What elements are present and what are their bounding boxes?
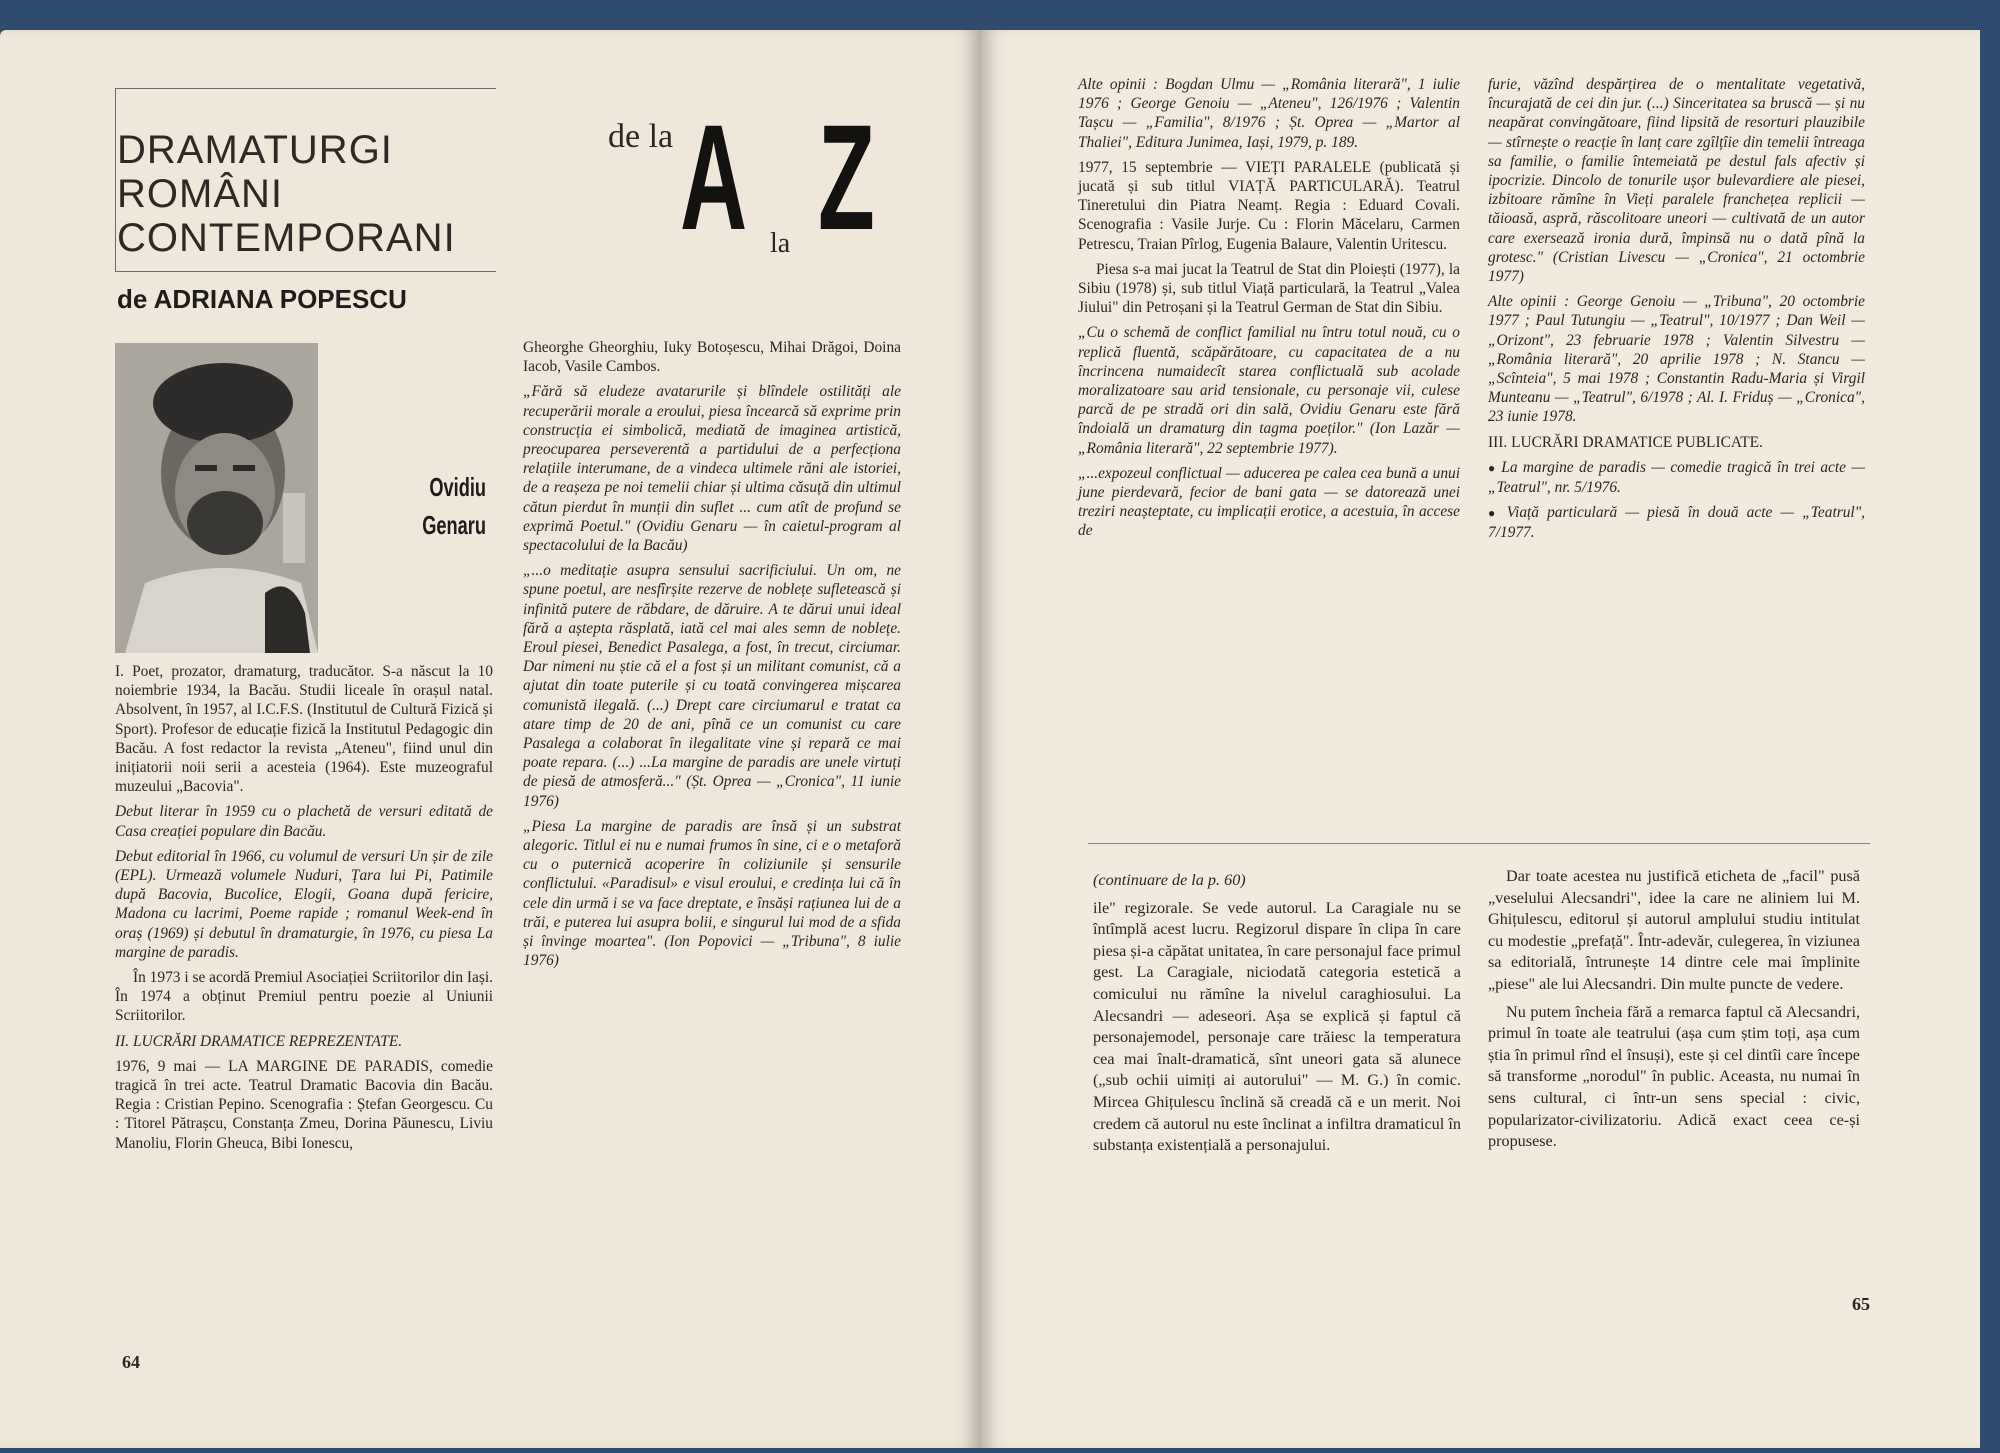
bio-paragraph: În 1973 i se acordă Premiul Asociației Scriitorilor din Iași. În 1974 a obținut Premiul pentru poezie al Uniunii Scriitorilor. <box>115 969 493 1025</box>
left-col-2 <box>523 338 901 977</box>
section-heading: II. LUCRĂRI DRAMATICE REPREZENTATE. <box>115 1032 403 1050</box>
text-paragraph: Dar toate acestea nu justifică eticheta de „facil" pusă „veselului Alecsandri", idee la care ne aliniem lui M. Ghițulescu, editorul și autorul amplului studiu intitulat cu modestie „prefață". Într-adevăr, culegerea, în viziunea sa editorială, întrunește 14 dintre cele mai împlinite „piese" ale lui Alecsandri. Din multe puncte de vedere. <box>1488 867 1860 993</box>
bio-paragraph: Debut literar în 1959 cu o plachetă de versuri editată de Casa creației populare din Bacău. <box>115 803 493 840</box>
page-number-left: 64 <box>122 1352 140 1372</box>
bio-paragraph: Debut editorial în 1966, cu volumul de versuri Un șir de zile (EPL). Urmează volumele Nuduri, Țara lui Pi, Patimile după Bacovia, Bucolice, Elogii, Goana după fericire, Madona cu lacrimi, Poeme rapide ; romanul Week-end în oraș (1969) și debutul în dramaturgie, în 1976, cu piesa La margine de paradis. <box>115 847 493 961</box>
quote-paragraph: „...o meditație asupra sensului sacrificiului. Un om, ne spune poetul, are nesfîrșite rezerve de noblețe sufletească și infinită putere de răbdare, de dăruire. A te dărui unui ideal fără a aștepta răsplată, iată cel mai ales semn de noblețe. Eroul piesei, Benedict Pasalega, a fost, în trecut, circiumar. Dar nimeni nu știe că el a fost și un militant comunist, că a ajutat din toate puterile și cu toată convingerea mișcarea comunistă ilegală. (...) Drept care circiumarul e tratat ca atare timp de 20 de ani, pînă ce un comunist cu care Pasalega a colaborat în ilegalitate vine și repară ce mai poate repara. (...) ...La margine de paradis are unele virtuți de piesă de atmosferă..." (Șt. Oprea — „Cronica", 11 iunie 1976) <box>523 562 901 810</box>
right-col-1 <box>1078 75 1460 547</box>
page-number-right: 65 <box>1852 1294 1870 1314</box>
quote-paragraph: „...expozeul conflictual — aducerea pe calea cea bună a unui june pierdevară, fecior de bani gata — se datorează unei treziri neașteptate, cu implicații erotice, a acestuia, în accese de <box>1078 464 1460 540</box>
portrait-last-name: Genaru <box>422 510 486 540</box>
bottom-col-2 <box>1488 866 1860 1159</box>
title-line-1: DRAMATURGI <box>117 128 393 172</box>
continuation-note: (continuare de la p. 60) <box>1093 871 1246 889</box>
text-paragraph: Nu putem încheia fără a remarca faptul că Alecsandri, primul în toate ale teatrului (așa cum știm toți, așa cum știa în primul rînd el însuși), este și cel dintîi care începe să transforme „norodul" în public. Aceasta, nu numai în sens cultural, ci într-un sens special : civic, popularizator-civilizatoriu. Adică exact ceea ce-și propusese. <box>1488 1002 1860 1151</box>
quote-paragraph: „Fără să eludeze avatarurile și blîndele ostilități ale recuperării morale a eroului, piesa încearcă să exprime prin construcția ei simbolică, mediată de imaginea artistică, preocuparea perseverentă a partidului de a perfecționa relațiile interumane, de a vindeca ultimele răni ale istoriei, de a reașeza pe noi temelii chiar și ultima căsuță din ultimul cătun pierdut în munții din suflet ... cum atît de profund se exprimă Poetul." (Ovidiu Genaru — în caietul-program al spectacolului de la Bacău) <box>523 383 901 555</box>
bottom-col-1 <box>1093 870 1461 1163</box>
opinions-paragraph: Alte opinii : Bogdan Ulmu — „România literară", 1 iulie 1976 ; George Genoiu — „Ateneu", 126/1976 ; Valentin Tașcu — „Familia", 8/1976 ; Șt. Oprea — „Martor al Thaliei", Editura Junimea, Iași, 1979, p. 189. <box>1078 76 1460 151</box>
portrait-name <box>412 468 486 544</box>
quote-paragraph: furie, văzînd despărțirea de o mentalitate vegetativă, încurajată de cei din jur. (...) Sinceritatea sa bruscă — și nu neapărat convingătoare, fiind lipsită de resorturi plauzibile — stîrnește o reacție în lanț care zgîlțîie din temelii întreaga sa familie, o familie întemeiată pe destul fals afectiv și ipocrizie. Dincolo de tonurile ușor bulevardiere ale piesei, izbitoare rămîne în Vieți paralele franchețea replicii — tăioasă, aspră, răscolitoare uneori — cultivată de un autor care exersează ironia dură, împinsă nu o dată pînă la grotesc." (Cristian Livescu — „Cronica", 21 octombrie 1977) <box>1488 76 1865 286</box>
published-work-item: ● Viață particulară — piesă în două acte — „Teatrul", 7/1977. <box>1488 503 1865 542</box>
quote-paragraph: „Cu o schemă de conflict familial nu întru totul nouă, cu o replică fluentă, scăpărătoare, cu capacitatea de a nu încrincena numaidecît starea conflictuală sub acolade moralizatoare sau arid tensionale, cu personaje vii, culese parcă de pe stradă ori din sală, Ovidiu Genaru este fără îndoială un dramaturg din tagma poeților." (Ion Lazăr — „România literară", 22 septembrie 1977). <box>1078 324 1460 457</box>
portrait-first-name: Ovidiu <box>429 472 486 502</box>
title-line-2: ROMÂNI <box>117 172 283 216</box>
published-work-item: ● La margine de paradis — comedie tragică în trei acte — „Teatrul", nr. 5/1976. <box>1488 458 1865 497</box>
opinions-paragraph: Alte opinii : George Genoiu — „Tribuna", 20 octombrie 1977 ; Paul Tutungiu — „Teatrul", 10/1977 ; Dan Weil — „Orizont", 23 februarie 1978 ; Valentin Silvestru — „România literară", 20 aprilie 1978 ; N. Stancu — „Scînteia", 5 mai 1978 ; Constantin Radu-Maria și Virgil Munteanu — „Teatrul", 6/1978 ; Al. I. Friduș — „Cronica", 23 iunie 1978. <box>1488 293 1865 426</box>
bio-column <box>115 662 493 1159</box>
section-heading: III. LUCRĂRI DRAMATICE PUBLICATE. <box>1488 433 1763 451</box>
text-paragraph: ile" regizorale. Se vede autorul. La Caragiale nu se întîmplă acest lucru. Regizorul dispare în clipa în care piesa și-a căpătat unitatea, în care personajul face primul gest. La Caragiale, niciodată categoria estetică a comicului nu rămîne la nivelul caraghiosului. La Alecsandri — adeseori. Așa se explică și faptul că personajemodel, personaje care trăiesc la temperatura cea mai înalt-dramatică, sînt uneori gata să alunece („sub ochii uimiți ai autorului" — M. G.) în comic. Mircea Ghițulescu înclină să creadă că e un merit. Noi credem că autorul nu este înclinat a infiltra dramaticul în substanța existențială a personajului. <box>1093 898 1461 1155</box>
az-de-la: de la <box>608 118 674 155</box>
section-divider <box>1088 843 1870 844</box>
author-portrait-photo <box>115 343 318 653</box>
text-paragraph: Gheorghe Gheorghiu, Iuky Botoșescu, Mihai Drăgoi, Doina Iacob, Vasile Cambos. <box>523 339 901 376</box>
quote-paragraph: „Piesa La margine de paradis are însă și un substrat alegoric. Titlul ei nu e numai frumos în sine, ci e o metaforă cu o puternică acoperire în coliziunile și sensurile conflictului. «Paradisul» e visul eroului, e credința lui că în cele din urmă i se va face dreptate, e însăși rațiunea lui de a trăi, e puterea lui asupra bolii, e singurul lui mod de a sfida și învinge moartea". (Ion Popovici — „Tribuna", 8 iulie 1976) <box>523 817 901 970</box>
az-la: la <box>770 228 791 259</box>
text-paragraph: Piesa s-a mai jucat la Teatrul de Stat din Ploiești (1977), la Sibiu (1978) și, sub titlul Viață particulară, la Teatrul „Valea Jiului" din Petroșani și la Teatrul German de Stat din Sibiu. <box>1078 260 1460 317</box>
title-line-3: CONTEMPORANI <box>117 216 456 260</box>
bio-paragraph: 1976, 9 mai — LA MARGINE DE PARADIS, comedie tragică în trei acte. Teatrul Dramatic Bacovia din Bacău. Regia : Cristian Pepino. Scenografia : Ștefan Georgescu. Cu : Titorel Pătrașcu, Constanța Zmeu, Dorina Păunescu, Liviu Manoliu, Florin Gheuca, Bibi Ionescu, <box>115 1057 493 1152</box>
series-title <box>117 128 497 260</box>
az-letter-z: Z <box>818 93 875 261</box>
text-paragraph: 1977, 15 septembrie — VIEȚI PARALELE (publicată și jucată și sub titlul VIAȚĂ PARTICULARĂ). Teatrul Tineretului din Piatra Neamț. Regia : Eduard Covali. Scenografia : Vasile Jurje. Cu : Florin Măcelaru, Carmen Petrescu, Traian Pîrlog, Eugenia Balaure, Valentin Uritescu. <box>1078 158 1460 253</box>
bio-paragraph: I. Poet, prozator, dramaturg, traducător. S-a născut la 10 noiembrie 1934, la Bacău. Studii liceale în orașul natal. Absolvent, în 1957, al I.C.F.S. (Institutul de Cultură Fizică și Sport). Profesor de educație fizică la Institutul Pedagogic din Bacău. A fost redactor la revista „Ateneu", fiind unul din inițiatorii noii serii a acesteia (1964). Este muzeograful muzeului „Bacovia". <box>115 663 493 796</box>
article-author: de ADRIANA POPESCU <box>117 284 407 314</box>
right-col-2 <box>1488 75 1865 549</box>
az-letter-a: A <box>680 93 748 261</box>
